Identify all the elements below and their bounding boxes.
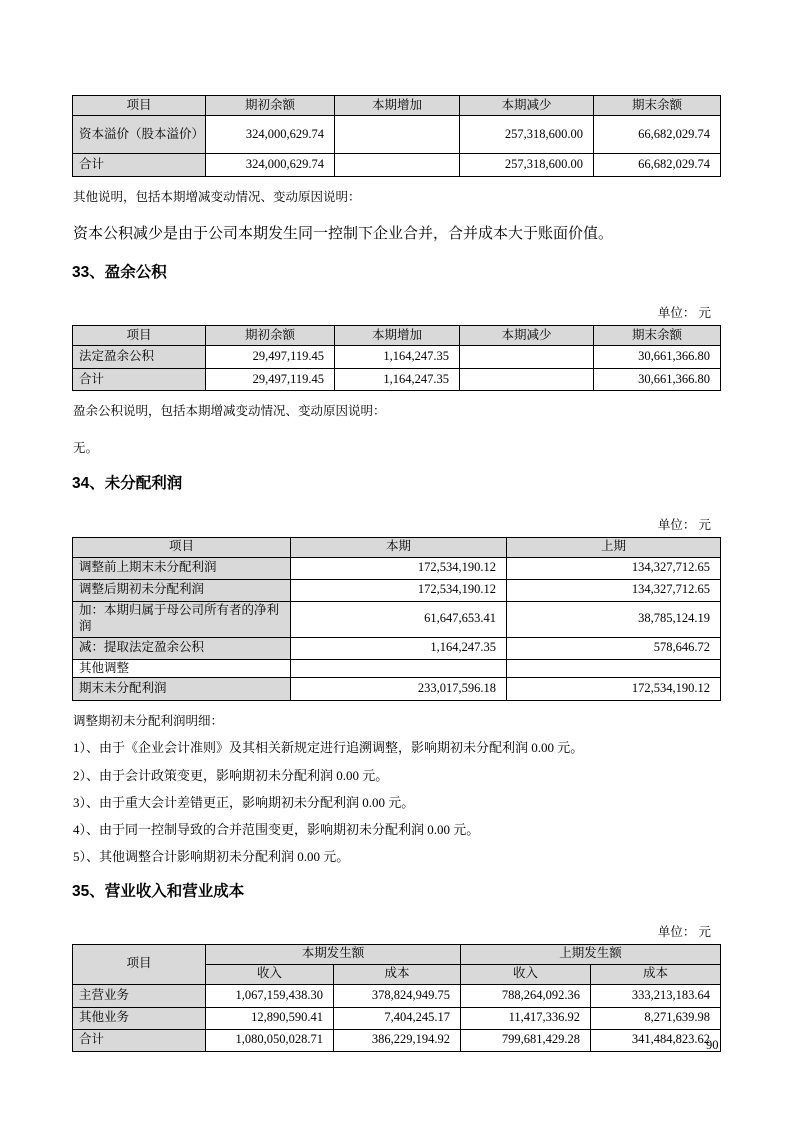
- revenue-cost-table: [72, 944, 721, 1052]
- row-label-cell: 法定盈余公积: [73, 345, 206, 368]
- amount-cell: 799,681,429.28: [461, 1029, 591, 1051]
- amount-cell: 1,080,050,028.71: [206, 1029, 334, 1051]
- surplus-reserve-table: [72, 325, 721, 391]
- row-label-cell: 加：本期归属于母公司所有者的净利润: [73, 601, 291, 637]
- unit-label: 单位： 元: [657, 305, 711, 320]
- sub-header: 收入: [461, 964, 591, 984]
- amount-cell: 324,000,629.74: [206, 154, 335, 177]
- amount-cell: 172,534,190.12: [291, 557, 507, 579]
- amount-cell: [507, 659, 721, 678]
- amount-cell: 341,484,823.62: [591, 1029, 721, 1051]
- column-header: 项目: [73, 96, 206, 116]
- table-row: [73, 557, 721, 579]
- table-row: [73, 1029, 721, 1051]
- detail-item: 4）、由于同一控制导致的合并范围变更，影响期初未分配利润 0.00 元。: [73, 822, 480, 838]
- row-label-cell: 合计: [73, 1029, 206, 1051]
- amount-cell: 134,327,712.65: [507, 557, 721, 579]
- sub-header: 收入: [206, 964, 334, 984]
- detail-intro: 调整期初未分配利润明细：: [73, 714, 224, 729]
- amount-cell: 12,890,590.41: [206, 1007, 334, 1029]
- amount-cell: 378,824,949.75: [334, 984, 461, 1007]
- amount-cell: 172,534,190.12: [507, 678, 721, 701]
- remark-text: 资本公积减少是由于公司本期发生同一控制下企业合并，合并成本大于账面价值。: [73, 226, 614, 243]
- column-header: 期末余额: [594, 96, 721, 116]
- table-row: [73, 116, 721, 154]
- amount-cell: 30,661,366.80: [594, 345, 721, 368]
- row-label-cell: 其他业务: [73, 1007, 206, 1029]
- table-row: [73, 659, 721, 678]
- table-row: [73, 984, 721, 1007]
- row-label-cell: 主营业务: [73, 984, 206, 1007]
- row-label-cell: 合计: [73, 154, 206, 177]
- sub-header: 成本: [334, 964, 461, 984]
- amount-cell: 324,000,629.74: [206, 116, 335, 154]
- amount-cell: 30,661,366.80: [594, 368, 721, 390]
- table-row: [73, 1007, 721, 1029]
- column-header: 本期增加: [335, 96, 460, 116]
- column-header: 期末余额: [594, 325, 721, 345]
- section-34-heading: 34、未分配利润: [72, 475, 183, 493]
- amount-cell: [460, 345, 594, 368]
- amount-cell: 233,017,596.18: [291, 678, 507, 701]
- detail-item: 3）、由于重大会计差错更正，影响期初未分配利润 0.00 元。: [73, 794, 415, 810]
- group-header: 上期发生额: [461, 944, 721, 964]
- row-label-cell: 其他调整: [73, 659, 291, 678]
- amount-cell: 1,164,247.35: [335, 368, 460, 390]
- amount-cell: 333,213,183.64: [591, 984, 721, 1007]
- amount-cell: 29,497,119.45: [206, 345, 335, 368]
- amount-cell: 38,785,124.19: [507, 601, 721, 637]
- amount-cell: [335, 116, 460, 154]
- amount-cell: 61,647,653.41: [291, 601, 507, 637]
- row-label-cell: 减：提取法定盈余公积: [73, 637, 291, 659]
- amount-cell: 386,229,194.92: [334, 1029, 461, 1051]
- column-header: 本期减少: [460, 96, 594, 116]
- amount-cell: 7,404,245.17: [334, 1007, 461, 1029]
- document-page: [72, 0, 720, 1052]
- amount-cell: 66,682,029.74: [594, 154, 721, 177]
- amount-cell: 8,271,639.98: [591, 1007, 721, 1029]
- row-label-cell: 期末未分配利润: [73, 678, 291, 701]
- remark-text: 无。: [73, 441, 99, 456]
- undistributed-profit-table: [72, 537, 721, 702]
- amount-cell: 1,067,159,438.30: [206, 984, 334, 1007]
- table-row: [73, 678, 721, 701]
- amount-cell: 29,497,119.45: [206, 368, 335, 390]
- unit-label: 单位： 元: [657, 517, 711, 532]
- table-row: [73, 154, 721, 177]
- table-row: [73, 368, 721, 390]
- group-header: 本期发生额: [206, 944, 461, 964]
- amount-cell: 257,318,600.00: [460, 116, 594, 154]
- unit-label: 单位： 元: [657, 924, 711, 939]
- table-row: [73, 579, 721, 601]
- amount-cell: 788,264,092.36: [461, 984, 591, 1007]
- detail-item: 5）、其他调整合计影响期初未分配利润 0.00 元。: [73, 849, 350, 865]
- table-row: [73, 637, 721, 659]
- page-number: 90: [706, 1038, 719, 1052]
- row-label-cell: 合计: [73, 368, 206, 390]
- row-label-cell: 调整前上期末未分配利润: [73, 557, 291, 579]
- column-header: 项目: [73, 944, 206, 984]
- row-label-cell: 调整后期初未分配利润: [73, 579, 291, 601]
- column-header: 项目: [73, 325, 206, 345]
- amount-cell: 578,646.72: [507, 637, 721, 659]
- column-header: 期初余额: [206, 325, 335, 345]
- table-row: [73, 345, 721, 368]
- sub-header: 成本: [591, 964, 721, 984]
- section-33-heading: 33、盈余公积: [72, 263, 167, 281]
- section-35-heading: 35、营业收入和营业成本: [72, 882, 245, 900]
- capital-reserve-table: [72, 95, 721, 177]
- amount-cell: 1,164,247.35: [335, 345, 460, 368]
- amount-cell: 172,534,190.12: [291, 579, 507, 601]
- amount-cell: 66,682,029.74: [594, 116, 721, 154]
- column-header: 项目: [73, 537, 291, 557]
- amount-cell: [460, 368, 594, 390]
- column-header: 期初余额: [206, 96, 335, 116]
- amount-cell: 257,318,600.00: [460, 154, 594, 177]
- column-header: 上期: [507, 537, 721, 557]
- detail-item: 1）、由于《企业会计准则》及其相关新规定进行追溯调整，影响期初未分配利润 0.00 元。: [73, 740, 584, 756]
- column-header: 本期增加: [335, 325, 460, 345]
- amount-cell: 1,164,247.35: [291, 637, 507, 659]
- detail-item: 2）、由于会计政策变更，影响期初未分配利润 0.00 元。: [73, 767, 389, 783]
- row-label-cell: 资本溢价（股本溢价）: [73, 116, 206, 154]
- amount-cell: 134,327,712.65: [507, 579, 721, 601]
- note-text: 盈余公积说明，包括本期增减变动情况、变动原因说明：: [73, 403, 386, 418]
- table-row: [73, 601, 721, 637]
- note-text: 其他说明，包括本期增减变动情况、变动原因说明：: [73, 190, 361, 204]
- amount-cell: 11,417,336.92: [461, 1007, 591, 1029]
- amount-cell: [335, 154, 460, 177]
- amount-cell: [291, 659, 507, 678]
- column-header: 本期减少: [460, 325, 594, 345]
- column-header: 本期: [291, 537, 507, 557]
